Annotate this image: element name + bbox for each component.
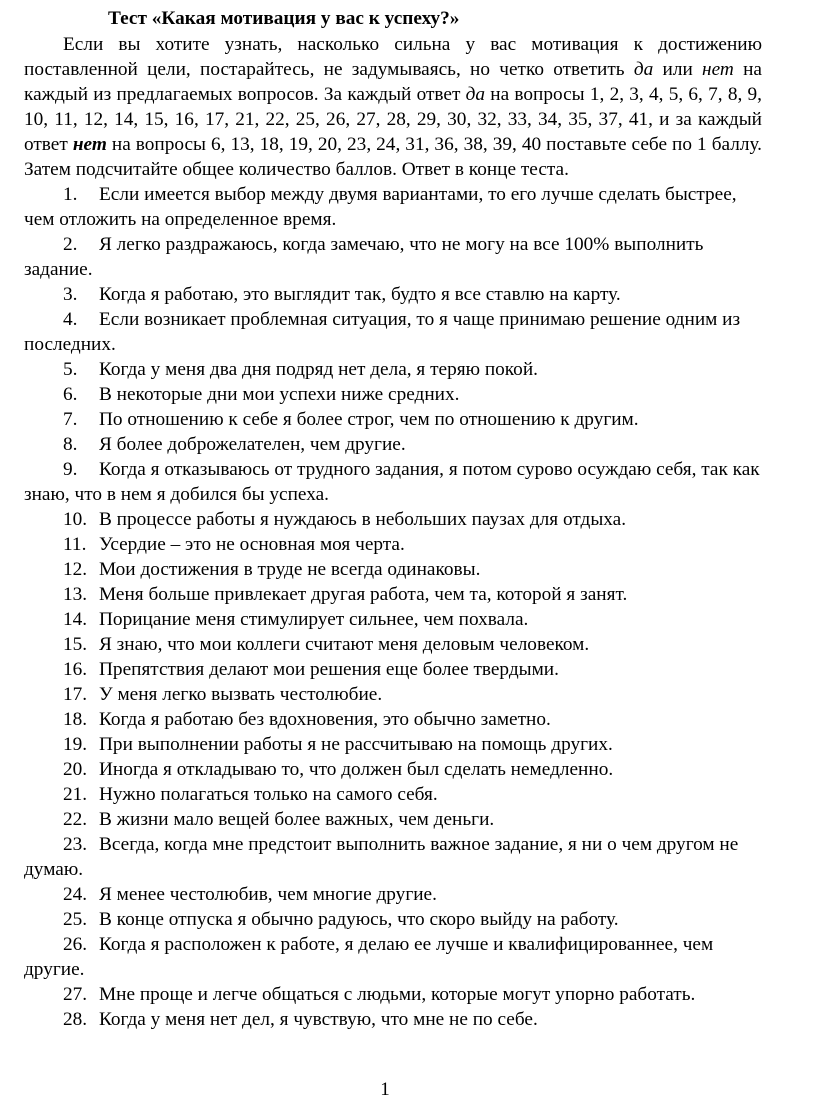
question-number: 9. — [63, 459, 78, 480]
question-number: 11. — [63, 534, 87, 555]
intro-text-4: на вопросы 6, 13, 18, 19, 20, 23, 24, 31, 36, 38, 39, 40 поставьте себе по 1 баллу. Затем подсчитайте общее количество баллов. Ответ в конце теста. — [24, 134, 763, 180]
question-text: Нужно полагаться только на самого себя. — [99, 784, 438, 805]
document-page — [24, 6, 762, 1032]
question-item — [24, 982, 762, 1007]
question-item — [24, 457, 762, 507]
question-item — [24, 707, 762, 732]
question-number: 22. — [63, 809, 88, 830]
question-item — [24, 282, 762, 307]
question-item — [24, 582, 762, 607]
question-item — [24, 232, 762, 282]
document-title: Тест «Какая мотивация у вас к успеху?» — [108, 8, 460, 29]
question-item — [24, 557, 762, 582]
intro-paragraph — [24, 32, 762, 182]
question-text: Усердие – это не основная моя черта. — [99, 534, 405, 555]
question-text: Я легко раздражаюсь, когда замечаю, что не могу на все 100% выполнить задание. — [24, 234, 704, 280]
intro-text-1: Если вы хотите узнать, насколько сильна у вас мотивация к достижению поставленной цели, постарайтесь, не задумываясь, но четко ответить — [24, 34, 762, 80]
page-number: 1 — [380, 1079, 390, 1100]
question-text: Когда я расположен к работе, я делаю ее лучше и квалифицированнее, чем другие. — [24, 934, 714, 980]
question-item — [24, 657, 762, 682]
question-item — [24, 757, 762, 782]
question-item — [24, 682, 762, 707]
question-number: 21. — [63, 784, 88, 805]
intro-text-2: на каждый из предлагаемых вопросов. За каждый ответ — [24, 59, 762, 105]
question-text: В некоторые дни мои успехи ниже средних. — [99, 384, 460, 405]
question-text: Когда я работаю, это выглядит так, будто я все ставлю на карту. — [99, 284, 621, 305]
question-item — [24, 307, 762, 357]
question-item — [24, 407, 762, 432]
question-item — [24, 882, 762, 907]
intro-text-3: на вопросы 1, 2, 3, 4, 5, 6, 7, 8, 9, 10, 11, 12, 14, 15, 16, 17, 21, 22, 25, 26, 27, 28, 29, 30, 32, 33, 34, 35, 37, 41, и за каждый ответ — [24, 84, 762, 155]
question-number: 23. — [63, 834, 88, 855]
question-text: Когда у меня два дня подряд нет дела, я теряю покой. — [99, 359, 538, 380]
question-item — [24, 357, 762, 382]
question-number: 13. — [63, 584, 88, 605]
question-number: 27. — [63, 984, 88, 1005]
question-item — [24, 382, 762, 407]
question-number: 2. — [63, 234, 78, 255]
question-number: 16. — [63, 659, 88, 680]
question-text: Мне проще и легче общаться с людьми, которые могут упорно работать. — [99, 984, 696, 1005]
question-text: По отношению к себе я более строг, чем по отношению к другим. — [99, 409, 639, 430]
question-number: 19. — [63, 734, 88, 755]
question-item — [24, 1007, 762, 1032]
question-text: В конце отпуска я обычно радуюсь, что скоро выйду на работу. — [99, 909, 619, 930]
question-text: Если возникает проблемная ситуация, то я чаще принимаю решение одним из последних. — [24, 309, 741, 355]
question-text: У меня легко вызвать честолюбие. — [99, 684, 383, 705]
question-number: 15. — [63, 634, 88, 655]
question-number: 17. — [63, 684, 88, 705]
question-number: 3. — [63, 284, 78, 305]
question-number: 5. — [63, 359, 78, 380]
question-text: Если имеется выбор между двумя вариантами, то его лучше сделать быстрее, чем отложить на определенное время. — [24, 184, 737, 230]
question-text: В процессе работы я нуждаюсь в небольших паузах для отдыха. — [99, 509, 627, 530]
question-number: 8. — [63, 434, 78, 455]
intro-or-word: или — [653, 59, 703, 80]
question-number: 7. — [63, 409, 78, 430]
question-item — [24, 782, 762, 807]
question-item — [24, 832, 762, 882]
question-number: 26. — [63, 934, 88, 955]
question-text: Мои достижения в труде не всегда одинаковы. — [99, 559, 481, 580]
question-item — [24, 632, 762, 657]
question-item — [24, 607, 762, 632]
question-item — [24, 182, 762, 232]
question-number: 20. — [63, 759, 88, 780]
question-list — [24, 182, 762, 1032]
question-number: 18. — [63, 709, 88, 730]
question-text: В жизни мало вещей более важных, чем деньги. — [99, 809, 495, 830]
question-text: Я более доброжелателен, чем другие. — [99, 434, 406, 455]
question-number: 14. — [63, 609, 88, 630]
intro-no-word-2: нет — [72, 134, 107, 155]
question-number: 12. — [63, 559, 88, 580]
question-text: Иногда я откладываю то, что должен был сделать немедленно. — [99, 759, 614, 780]
question-text: При выполнении работы я не рассчитываю на помощь других. — [99, 734, 613, 755]
question-text: Я менее честолюбив, чем многие другие. — [99, 884, 437, 905]
question-text: Когда я отказываюсь от трудного задания, я потом сурово осуждаю себя, так как знаю, что в нем я добился бы успеха. — [24, 459, 760, 505]
question-item — [24, 507, 762, 532]
question-item — [24, 932, 762, 982]
intro-yes-word-2: да — [465, 84, 486, 105]
question-item — [24, 807, 762, 832]
question-item — [24, 532, 762, 557]
question-item — [24, 732, 762, 757]
question-number: 6. — [63, 384, 78, 405]
question-text: Препятствия делают мои решения еще более твердыми. — [99, 659, 559, 680]
question-number: 1. — [63, 184, 78, 205]
question-number: 4. — [63, 309, 78, 330]
question-item — [24, 432, 762, 457]
question-text: Когда у меня нет дел, я чувствую, что мне не по себе. — [99, 1009, 538, 1030]
question-text: Порицание меня стимулирует сильнее, чем похвала. — [99, 609, 529, 630]
question-text: Всегда, когда мне предстоит выполнить важное задание, я ни о чем другом не думаю. — [24, 834, 739, 880]
question-number: 28. — [63, 1009, 88, 1030]
question-number: 10. — [63, 509, 88, 530]
question-item — [24, 907, 762, 932]
intro-no-word: нет — [702, 59, 734, 80]
question-text: Когда я работаю без вдохновения, это обычно заметно. — [99, 709, 551, 730]
question-text: Я знаю, что мои коллеги считают меня деловым человеком. — [99, 634, 590, 655]
question-number: 25. — [63, 909, 88, 930]
question-number: 24. — [63, 884, 88, 905]
intro-yes-word: да — [633, 59, 654, 80]
question-text: Меня больше привлекает другая работа, чем та, которой я занят. — [99, 584, 628, 605]
